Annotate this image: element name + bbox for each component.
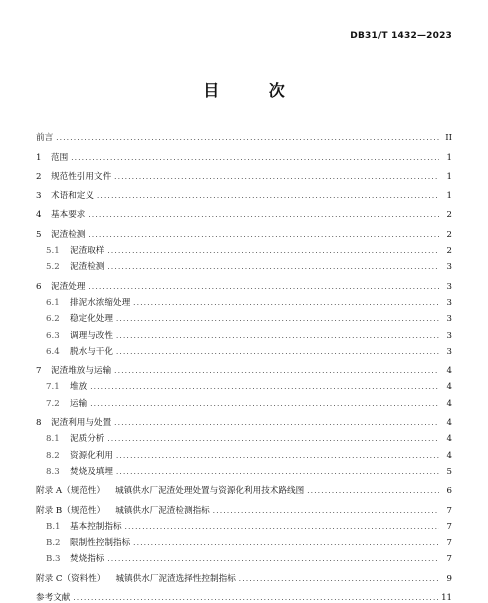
toc-entry[interactable] xyxy=(36,587,452,603)
dot-leader xyxy=(56,134,439,143)
toc-entry[interactable] xyxy=(36,275,452,291)
toc-entry-page: 7 xyxy=(446,505,452,516)
toc-entry-page: 1 xyxy=(446,191,452,202)
toc-entry-title: 前言 xyxy=(36,133,54,144)
toc-entry[interactable] xyxy=(36,256,452,272)
toc-entry-title: 调理与改性 xyxy=(70,330,113,341)
toc-entry-number: 6.3 xyxy=(46,330,60,341)
toc-entry-page: 7 xyxy=(446,538,452,549)
dot-leader xyxy=(116,452,439,461)
toc-entry-page: 7 xyxy=(446,521,452,532)
toc-entry-title: 限制性控制指标 xyxy=(70,538,131,549)
toc-entry-title: 城镇供水厂泥渣处理处置与资源化利用技术路线图 xyxy=(115,486,305,497)
toc-entry-title: 泥渣利用与处置 xyxy=(51,418,112,429)
toc-entry-page: 3 xyxy=(446,297,452,308)
dot-leader xyxy=(125,523,439,532)
toc-entry-page: 7 xyxy=(446,554,452,565)
toc-entry[interactable] xyxy=(36,360,452,376)
toc-entry[interactable] xyxy=(36,461,452,477)
toc-entry-title: 规范性引用文件 xyxy=(51,171,112,182)
toc-entry[interactable] xyxy=(36,412,452,428)
toc-entry-number: 7.2 xyxy=(46,398,60,409)
toc-entry-number: 5.2 xyxy=(46,262,60,273)
toc-entry-number: 5 xyxy=(36,229,42,240)
toc-entry-title: 排泥水浓缩处理 xyxy=(70,297,131,308)
dot-leader xyxy=(88,231,439,240)
toc-entry[interactable] xyxy=(36,292,452,308)
toc-entry-title: 焚烧指标 xyxy=(70,554,105,565)
toc-entry-page: 4 xyxy=(446,398,452,409)
toc-entry-page: 4 xyxy=(446,434,452,445)
dot-leader xyxy=(116,332,439,341)
toc-entry-page: II xyxy=(445,133,452,144)
dot-leader xyxy=(88,211,439,220)
toc-entry[interactable] xyxy=(36,548,452,564)
toc-entry[interactable] xyxy=(36,324,452,340)
table-of-contents xyxy=(36,127,452,603)
dot-leader xyxy=(213,507,439,516)
toc-entry[interactable] xyxy=(36,532,452,548)
toc-entry-page: 4 xyxy=(446,418,452,429)
dot-leader xyxy=(107,263,439,272)
toc-entry-page: 1 xyxy=(446,171,452,182)
toc-entry[interactable] xyxy=(36,444,452,460)
dot-leader xyxy=(71,154,439,163)
toc-entry[interactable] xyxy=(36,480,452,496)
dot-leader xyxy=(116,348,439,357)
dot-leader xyxy=(90,400,439,409)
toc-entry-page: 4 xyxy=(446,382,452,393)
toc-entry-number: 8.1 xyxy=(46,434,60,445)
toc-entry-page: 3 xyxy=(446,346,452,357)
toc-entry-title: 参考文献 xyxy=(36,593,71,603)
toc-entry-title: 泥渣堆放与运输 xyxy=(51,366,112,377)
dot-leader xyxy=(107,555,439,564)
toc-entry[interactable] xyxy=(36,308,452,324)
dot-leader xyxy=(97,192,439,201)
toc-entry[interactable] xyxy=(36,428,452,444)
toc-entry-number: 7.1 xyxy=(46,382,60,393)
toc-entry-number: 3 xyxy=(36,191,42,202)
toc-entry-page: 1 xyxy=(446,152,452,163)
toc-entry-title: 城镇供水厂泥渣选择性控制指标 xyxy=(115,573,236,584)
toc-entry-number: 8.3 xyxy=(46,466,60,477)
toc-entry-number: B.3 xyxy=(46,554,61,565)
toc-entry-number: 6.4 xyxy=(46,346,60,357)
dot-leader xyxy=(88,283,439,292)
toc-entry[interactable] xyxy=(36,376,452,392)
dot-leader xyxy=(107,247,439,256)
toc-entry-title: 资源化利用 xyxy=(70,450,113,461)
toc-entry-page: 4 xyxy=(446,366,452,377)
toc-entry[interactable] xyxy=(36,341,452,357)
standard-code: DB31/T 1432—2023 xyxy=(350,31,452,41)
toc-entry-page: 4 xyxy=(446,450,452,461)
toc-entry-page: 11 xyxy=(441,593,452,603)
toc-entry[interactable] xyxy=(36,499,452,515)
toc-entry-number: 附录 A（规范性） xyxy=(36,486,106,497)
toc-entry-page: 6 xyxy=(446,486,452,497)
toc-entry[interactable] xyxy=(36,146,452,162)
toc-entry-page: 2 xyxy=(446,229,452,240)
toc-entry-title: 稳定化处理 xyxy=(70,314,113,325)
toc-entry[interactable] xyxy=(36,516,452,532)
toc-entry-number: 5.1 xyxy=(46,246,60,257)
toc-entry-title: 脱水与干化 xyxy=(70,346,113,357)
dot-leader xyxy=(90,383,439,392)
toc-entry-page: 3 xyxy=(446,281,452,292)
dot-leader xyxy=(133,299,439,308)
dot-leader xyxy=(114,173,439,182)
toc-entry-number: B.2 xyxy=(46,538,61,549)
toc-entry-title: 基本控制指标 xyxy=(70,521,122,532)
toc-entry-number: 8 xyxy=(36,418,42,429)
toc-entry-page: 9 xyxy=(446,573,452,584)
toc-entry-number: 6 xyxy=(36,281,42,292)
toc-entry[interactable] xyxy=(36,166,452,182)
dot-leader xyxy=(114,419,439,428)
dot-leader xyxy=(133,539,439,548)
toc-entry-title: 运输 xyxy=(70,398,88,409)
toc-entry-title: 泥渣检测 xyxy=(70,262,105,273)
dot-leader xyxy=(116,468,439,477)
toc-entry-number: 7 xyxy=(36,366,42,377)
toc-entry[interactable] xyxy=(36,567,452,583)
toc-entry-title: 基本要求 xyxy=(51,210,86,221)
toc-entry[interactable] xyxy=(36,392,452,408)
dot-leader xyxy=(114,367,439,376)
toc-entry-page: 5 xyxy=(446,466,452,477)
toc-entry-title: 泥渣检测 xyxy=(51,229,86,240)
toc-entry[interactable] xyxy=(36,223,452,239)
toc-entry-page: 2 xyxy=(446,246,452,257)
toc-entry-number: 6.1 xyxy=(46,297,60,308)
toc-entry-page: 3 xyxy=(446,314,452,325)
toc-entry-title: 泥渣处理 xyxy=(51,281,86,292)
dot-leader xyxy=(239,575,439,584)
toc-entry-page: 3 xyxy=(446,330,452,341)
toc-entry-number: 4 xyxy=(36,210,42,221)
toc-entry-number: 附录 B（规范性） xyxy=(36,505,106,516)
page-title: 目 次 xyxy=(203,81,307,100)
toc-entry-title: 术语和定义 xyxy=(51,191,94,202)
toc-entry-number: B.1 xyxy=(46,521,61,532)
toc-entry-title: 泥质分析 xyxy=(70,434,105,445)
toc-entry[interactable] xyxy=(36,185,452,201)
toc-entry-title: 泥渣取样 xyxy=(70,246,105,257)
toc-entry-title: 范围 xyxy=(51,152,69,163)
toc-entry[interactable] xyxy=(36,240,452,256)
toc-entry-page: 3 xyxy=(446,262,452,273)
toc-entry-number: 8.2 xyxy=(46,450,60,461)
toc-entry-title: 焚烧及填埋 xyxy=(70,466,113,477)
toc-entry-title: 堆放 xyxy=(70,382,88,393)
dot-leader xyxy=(73,594,438,603)
dot-leader xyxy=(307,487,439,496)
dot-leader xyxy=(107,435,439,444)
toc-entry[interactable] xyxy=(36,127,452,143)
toc-entry-number: 附录 C（资料性） xyxy=(36,573,106,584)
toc-entry-number: 1 xyxy=(36,152,42,163)
toc-entry-number: 6.2 xyxy=(46,314,60,325)
toc-entry[interactable] xyxy=(36,204,452,220)
toc-entry-number: 2 xyxy=(36,171,42,182)
toc-entry-page: 2 xyxy=(446,210,452,221)
toc-entry-title: 城镇供水厂泥渣检测指标 xyxy=(115,505,210,516)
dot-leader xyxy=(116,315,439,324)
